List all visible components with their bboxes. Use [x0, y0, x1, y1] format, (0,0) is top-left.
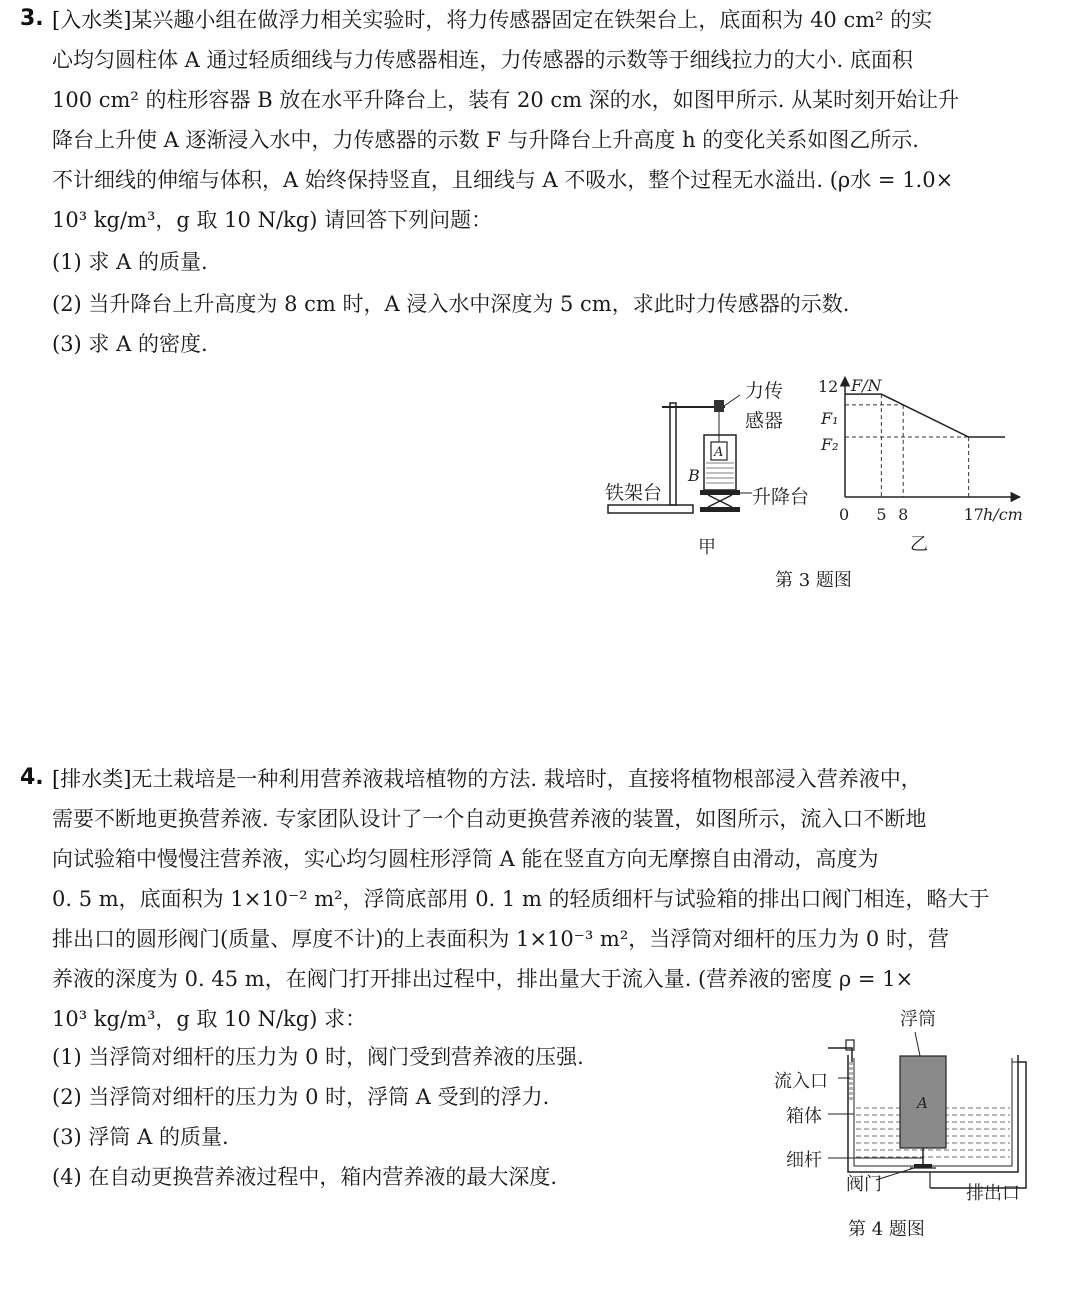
problem-4-question-4: (4) 在自动更换营养液过程中，箱内营养液的最大深度. [52, 1165, 558, 1189]
label-jia: 甲 [698, 537, 716, 558]
problem-4-question-3: (3) 浮筒 A 的质量. [52, 1125, 229, 1149]
label-valve: 阀门 [846, 1174, 882, 1195]
problem-3-number: 3. [20, 6, 44, 31]
problem-3-question-2: (2) 当升降台上升高度为 8 cm 时，A 浸入水中深度为 5 cm，求此时力传感器的示数. [52, 292, 850, 316]
x-axis-label: h/cm [983, 505, 1023, 524]
label-rod: 细杆 [786, 1150, 822, 1171]
problem-4-line-3: 向试验箱中慢慢注营养液，实心均匀圆柱形浮筒 A 能在竖直方向无摩擦自由滑动，高度为 [52, 847, 879, 871]
label-sensor-1: 力传 [745, 380, 784, 402]
problem-3-line-5: 不计细线的伸缩与体积，A 始终保持竖直，且细线与 A 不吸水，整个过程无水溢出. (ρ水 = 1.0× [52, 168, 954, 192]
figure-3-caption: 第 3 题图 [775, 570, 852, 591]
problem-3-text: 某兴趣小组在做浮力相关实验时，将力传感器固定在铁架台上，底面积为 40 cm² 的实 [131, 8, 933, 32]
y-label-f1: F₁ [821, 409, 839, 428]
label-b: B [688, 466, 700, 485]
label-outlet: 排出口 [966, 1183, 1020, 1204]
y-axis-label: F/N [851, 376, 882, 395]
label-sensor-2: 感器 [745, 410, 784, 432]
figure-3-apparatus [600, 375, 830, 565]
label-float-a: A [917, 1094, 928, 1112]
label-float: 浮筒 [900, 1009, 936, 1030]
problem-3-line-4: 降台上升使 A 逐渐浸入水中，力传感器的示数 F 与升降台上升高度 h 的变化关系如图乙所示. [52, 128, 919, 152]
y-label-f2: F₂ [821, 435, 839, 454]
figure-3-chart [805, 372, 1035, 557]
figure-4-caption: 第 4 题图 [848, 1219, 925, 1240]
x-tick-label: 8 [898, 505, 909, 524]
x-tick-label: 0 [839, 505, 850, 524]
problem-4-question-1: (1) 当浮筒对细杆的压力为 0 时，阀门受到营养液的压强. [52, 1045, 584, 1069]
problem-4-line-7: 10³ kg/m³，g 取 10 N/kg) 求： [52, 1007, 367, 1031]
problem-4-line-2: 需要不断地更换营养液. 专家团队设计了一个自动更换营养液的装置，如图所示，流入口不断地 [52, 807, 927, 831]
problem-3-line-1 [52, 6, 932, 34]
label-box: 箱体 [786, 1106, 822, 1127]
label-stand: 铁架台 [605, 482, 663, 504]
force-sensor [714, 400, 724, 412]
stand-pole [670, 403, 676, 505]
label-a: A [714, 445, 724, 460]
figure-4-device [770, 1000, 1040, 1215]
lift-base [700, 507, 740, 512]
problem-3-question-1: (1) 求 A 的质量. [52, 250, 208, 274]
label-lift: 升降台 [752, 486, 810, 508]
problem-4-question-2: (2) 当浮筒对细杆的压力为 0 时，浮筒 A 受到的浮力. [52, 1085, 550, 1109]
problem-4-line-4: 0. 5 m，底面积为 1×10⁻² m²，浮筒底部用 0. 1 m 的轻质细杆与试验箱的排出口阀门相连，略大于 [52, 887, 990, 911]
label-inlet: 流入口 [774, 1071, 828, 1092]
problem-4-line-6: 养液的深度为 0. 45 m，在阀门打开排出过程中，排出量大于流入量. (营养液的密度 ρ = 1× [52, 967, 914, 991]
y-top-tick: 12 [818, 377, 839, 396]
problem-4-text: 无土栽培是一种利用营养液栽培植物的方法. 栽培时，直接将植物根部浸入营养液中， [131, 767, 922, 791]
problem-3-line-2: 心均匀圆柱体 A 通过轻质细线与力传感器相连，力传感器的示数等于细线拉力的大小. 底面积 [52, 48, 913, 72]
water [706, 463, 734, 483]
problem-3-tag: [入水类] [52, 8, 132, 32]
problem-4-line-1 [52, 765, 922, 793]
problem-4-number: 4. [20, 765, 44, 790]
problem-3-line-6: 10³ kg/m³，g 取 10 N/kg) 请回答下列问题： [52, 208, 493, 232]
label-yi: 乙 [910, 534, 928, 555]
x-tick-label: 17 [963, 505, 984, 524]
stand-base [608, 505, 693, 513]
problem-3-line-3: 100 cm² 的柱形容器 B 放在水平升降台上，装有 20 cm 深的水，如图甲所示. 从某时刻开始让升 [52, 88, 960, 112]
problem-4-tag: [排水类] [52, 767, 132, 791]
series-line-f [845, 394, 1005, 437]
x-tick-label: 5 [876, 505, 887, 524]
problem-3-question-3: (3) 求 A 的密度. [52, 332, 208, 356]
problem-4-line-5: 排出口的圆形阀门(质量、厚度不计)的上表面积为 1×10⁻³ m²，当浮筒对细杆的压力为 0 时，营 [52, 927, 949, 951]
